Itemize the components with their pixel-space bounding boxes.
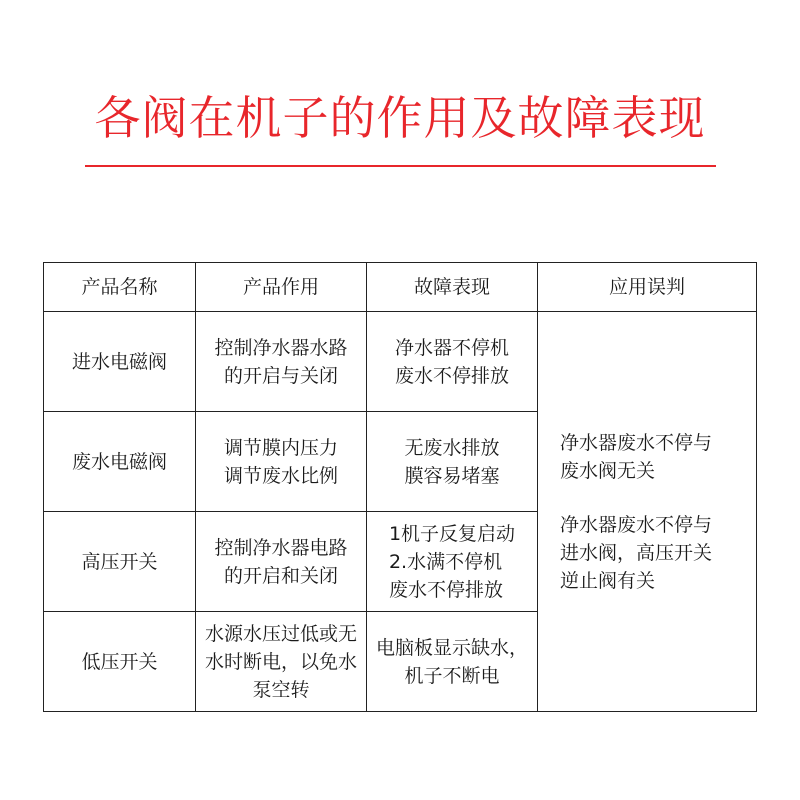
page-title: 各阀在机子的作用及故障表现: [94, 91, 706, 145]
row-name-text: 废水电磁阀: [71, 450, 167, 473]
row-function: [196, 412, 367, 512]
row-fault: [367, 612, 538, 712]
title-divider: [85, 165, 716, 167]
row-name-text: 低压开关: [81, 650, 158, 673]
row-fault-text: 无废水排放 膜容易堵塞: [404, 436, 500, 487]
row-function-text: 控制净水器水路 的开启与关闭: [214, 336, 348, 387]
row-function: [196, 312, 367, 412]
misjudgment-cell: [538, 312, 757, 712]
table-row: [44, 312, 757, 412]
row-function: [196, 512, 367, 612]
header-product-name: 产品名称: [44, 263, 196, 312]
misjudgment-note: 净水器废水不停与 进水阀，高压开关 逆止阀有关: [560, 513, 713, 592]
header-fault: 故障表现: [367, 263, 538, 312]
row-fault: [367, 512, 538, 612]
header-product-function: 产品作用: [196, 263, 367, 312]
misjudgment-note: 净水器废水不停与 废水阀无关: [560, 431, 713, 482]
row-name: [44, 612, 196, 712]
row-function-text: 水源水压过低或无水时断电，以免水泵空转: [204, 622, 357, 701]
row-function-text: 控制净水器电路 的开启和关闭: [214, 536, 348, 587]
row-fault-text: 1机子反复启动 2.水满不停机 废水不停排放: [388, 522, 516, 601]
row-fault: [367, 312, 538, 412]
row-name-text: 进水电磁阀: [71, 350, 167, 373]
row-name: [44, 512, 196, 612]
row-function-text: 调节膜内压力 调节废水比例: [223, 436, 338, 487]
row-fault-text: 电脑板显示缺水，机子不断电: [375, 636, 528, 687]
valve-table: [43, 262, 757, 712]
row-fault-text: 净水器不停机 废水不停排放: [394, 336, 509, 387]
row-fault: [367, 412, 538, 512]
row-name: [44, 312, 196, 412]
row-name: [44, 412, 196, 512]
row-name-text: 高压开关: [81, 550, 158, 573]
row-function: [196, 612, 367, 712]
table-header-row: [44, 263, 757, 312]
header-misjudgment: 应用误判: [538, 263, 757, 312]
